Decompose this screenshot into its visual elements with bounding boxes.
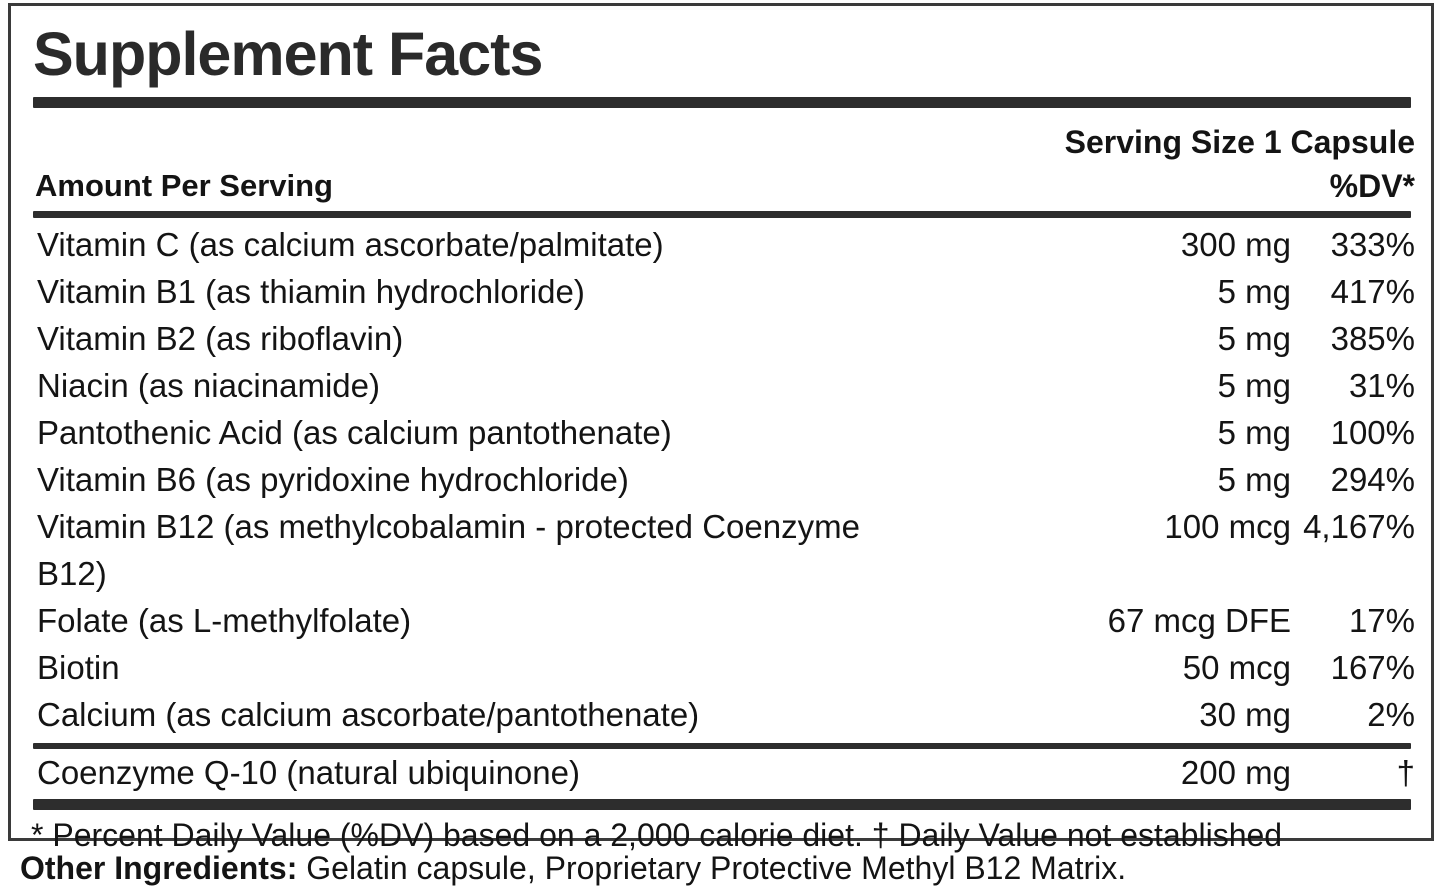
nutrient-name: Biotin <box>37 649 120 687</box>
nutrient-dv: 333% <box>1330 226 1415 264</box>
table-row <box>25 268 1417 315</box>
serving-size-text: Serving Size 1 Capsule <box>1064 124 1415 161</box>
nutrient-dv: 31% <box>1348 367 1415 405</box>
divider-above-footnote <box>33 799 1411 810</box>
nutrient-amount: 5 mg <box>1217 367 1291 405</box>
table-row <box>25 691 1417 738</box>
nutrient-dv: 100% <box>1330 414 1415 452</box>
nutrient-dv: 385% <box>1330 320 1415 358</box>
divider-under-headers <box>33 211 1411 218</box>
table-row <box>25 456 1417 503</box>
nutrient-name: Vitamin C (as calcium ascorbate/palmitate) <box>37 226 664 264</box>
table-row <box>25 409 1417 456</box>
nutrient-amount: 5 mg <box>1217 461 1291 499</box>
nutrient-amount: 30 mg <box>1199 696 1291 734</box>
nutrient-name: Calcium (as calcium ascorbate/pantothenate) <box>37 696 700 734</box>
supplement-facts-title: Supplement Facts <box>33 20 543 88</box>
nutrient-name: Vitamin B6 (as pyridoxine hydrochloride) <box>37 461 629 499</box>
divider-under-title <box>33 97 1411 108</box>
supplement-facts-panel <box>8 3 1434 854</box>
table-row-coenzyme <box>25 749 1417 796</box>
nutrient-rows <box>25 221 1417 738</box>
nutrient-amount: 50 mcg <box>1182 649 1291 687</box>
daily-value-footnote: * Percent Daily Value (%DV) based on a 2,000 calorie diet. † Daily Value not established <box>31 817 1283 854</box>
table-row <box>25 644 1417 691</box>
nutrient-dv: 17% <box>1348 602 1415 640</box>
nutrient-name: Folate (as L-methylfolate) <box>37 602 412 640</box>
nutrient-amount: 5 mg <box>1217 414 1291 452</box>
nutrient-dv-dagger: † <box>1396 754 1415 792</box>
nutrient-amount: 67 mcg DFE <box>1107 602 1291 640</box>
nutrient-amount: 5 mg <box>1217 320 1291 358</box>
nutrient-amount: 5 mg <box>1217 273 1291 311</box>
column-header-row <box>25 167 1417 205</box>
percent-dv-header: %DV* <box>1329 168 1415 205</box>
other-ingredients-text: Gelatin capsule, Proprietary Protective Methyl B12 Matrix. <box>297 850 1127 886</box>
amount-per-serving-header: Amount Per Serving <box>35 168 333 204</box>
nutrient-dv: 417% <box>1330 273 1415 311</box>
table-row <box>25 315 1417 362</box>
nutrient-amount: 200 mg <box>1180 754 1291 792</box>
table-row <box>25 597 1417 644</box>
table-row <box>25 362 1417 409</box>
other-ingredients <box>20 849 1126 887</box>
table-row <box>25 221 1417 268</box>
nutrient-name: Vitamin B12 (as methylcobalamin - protected Coenzyme B12) <box>37 508 860 593</box>
nutrient-dv: 2% <box>1367 696 1415 734</box>
nutrient-name: Pantothenic Acid (as calcium pantothenate) <box>37 414 672 452</box>
nutrient-name: Vitamin B1 (as thiamin hydrochloride) <box>37 273 585 311</box>
nutrient-amount: 300 mg <box>1180 226 1291 264</box>
nutrient-dv: 294% <box>1330 461 1415 499</box>
table-row <box>25 503 1417 597</box>
nutrient-name: Niacin (as niacinamide) <box>37 367 380 405</box>
nutrient-name: Vitamin B2 (as riboflavin) <box>37 320 404 358</box>
nutrient-amount: 100 mcg <box>1164 508 1291 546</box>
nutrient-dv: 4,167% <box>1303 508 1415 546</box>
panel-inner <box>11 6 1431 863</box>
other-ingredients-label: Other Ingredients: <box>20 850 298 886</box>
nutrient-dv: 167% <box>1330 649 1415 687</box>
nutrient-name: Coenzyme Q-10 (natural ubiquinone) <box>37 754 580 792</box>
